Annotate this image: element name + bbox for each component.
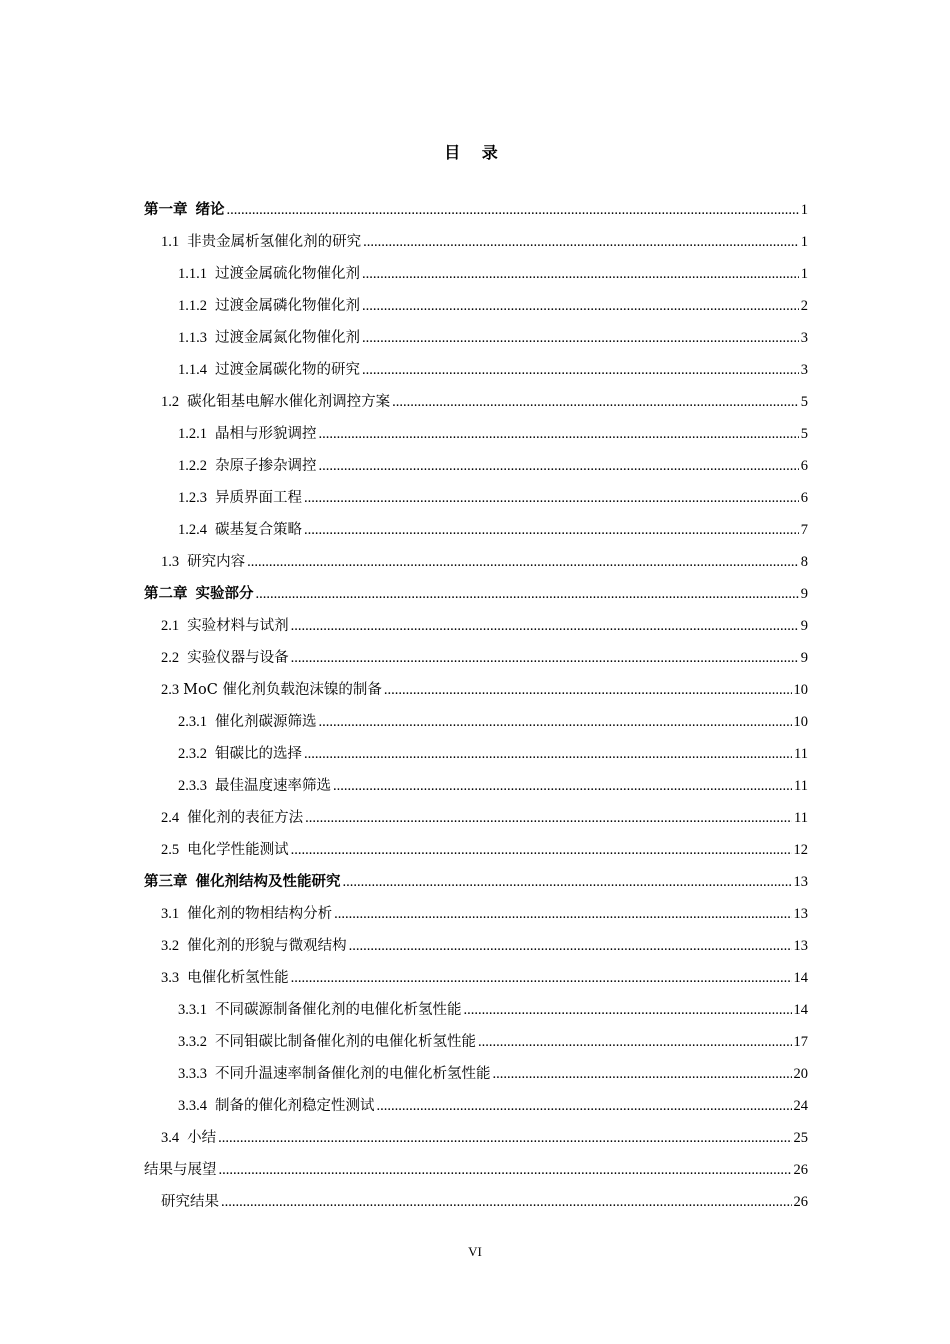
toc-entry-title: 过渡金属磷化物催化剂 [215, 298, 360, 314]
toc-entry-page: 5 [800, 394, 808, 410]
toc-entry-page: 14 [793, 1002, 808, 1018]
toc-entry-page: 5 [800, 426, 808, 442]
toc-entry[interactable] [144, 934, 808, 966]
toc-entry-title: 过渡金属碳化物的研究 [215, 362, 360, 378]
toc-entry-page: 1 [800, 266, 808, 282]
toc-entry[interactable] [144, 454, 808, 486]
toc-leader-dots [362, 294, 799, 318]
toc-entry-number: 1.2.1 [178, 426, 207, 442]
toc-entry-page: 10 [793, 682, 808, 698]
toc-entry-page: 9 [800, 586, 808, 602]
toc-entry-number: 3.3.3 [178, 1066, 207, 1082]
toc-leader-dots [291, 614, 799, 638]
toc-entry-title: 杂原子掺杂调控 [215, 458, 317, 474]
table-of-contents [144, 198, 808, 1222]
toc-leader-dots [362, 326, 799, 350]
toc-entry-title: 绪论 [195, 202, 225, 218]
toc-entry-page: 7 [800, 522, 808, 538]
toc-entry-title: 电催化析氢性能 [187, 970, 289, 986]
toc-entry-title: 研究内容 [187, 554, 246, 570]
toc-entry-page: 10 [793, 714, 808, 730]
toc-leader-dots [392, 390, 799, 414]
toc-entry-number: 1.1.1 [178, 266, 207, 282]
toc-entry-title: 实验仪器与设备 [187, 650, 289, 666]
toc-leader-dots [247, 550, 799, 574]
toc-entry-number: 1.1.3 [178, 330, 207, 346]
toc-entry-title: 研究结果 [161, 1194, 219, 1210]
toc-entry[interactable] [144, 774, 808, 806]
toc-entry-number: 1.2.4 [178, 522, 207, 538]
toc-entry-title: 不同钼碳比制备催化剂的电催化析氢性能 [215, 1034, 476, 1050]
toc-entry-page: 13 [793, 938, 808, 954]
toc-entry-page: 3 [800, 330, 808, 346]
toc-entry-page: 1 [800, 202, 808, 218]
toc-entry-number: 2.3.2 [178, 746, 207, 762]
toc-entry-number: 1.3 [161, 554, 180, 570]
toc-entry[interactable] [144, 806, 808, 838]
toc-entry-title: 不同升温速率制备催化剂的电催化析氢性能 [215, 1066, 491, 1082]
toc-entry[interactable] [144, 1126, 808, 1158]
toc-leader-dots [384, 678, 792, 702]
toc-leader-dots [291, 646, 799, 670]
toc-entry-title: 电化学性能测试 [187, 842, 289, 858]
toc-entry-page: 13 [793, 874, 808, 890]
toc-entry-page: 17 [793, 1034, 808, 1050]
toc-entry-page: 6 [800, 490, 808, 506]
toc-entry[interactable] [144, 486, 808, 518]
toc-entry-page: 14 [793, 970, 808, 986]
toc-entry-page: 13 [793, 906, 808, 922]
toc-entry-title: 钼碳比的选择 [215, 746, 302, 762]
toc-entry-title: 实验部分 [195, 586, 254, 602]
toc-entry[interactable] [144, 870, 808, 902]
toc-entry[interactable] [144, 1094, 808, 1126]
toc-leader-dots [464, 998, 792, 1022]
toc-entry-page: 26 [793, 1194, 808, 1210]
toc-leader-dots [343, 870, 792, 894]
toc-entry[interactable] [144, 230, 808, 262]
toc-entry[interactable] [144, 294, 808, 326]
toc-entry[interactable] [144, 1062, 808, 1094]
toc-entry-number: 2.5 [161, 842, 180, 858]
toc-entry-page: 24 [793, 1098, 808, 1114]
toc-leader-dots [362, 262, 799, 286]
toc-entry-number: 1.2 [161, 394, 180, 410]
toc-entry[interactable] [144, 326, 808, 358]
toc-entry-number: 2.4 [161, 810, 180, 826]
toc-leader-dots [291, 966, 792, 990]
toc-entry-number: 2.2 [161, 650, 180, 666]
toc-entry[interactable] [144, 902, 808, 934]
toc-entry-number: 1.1 [161, 234, 180, 250]
toc-entry-page: 11 [794, 810, 808, 826]
toc-entry-number: 1.1.2 [178, 298, 207, 314]
toc-entry[interactable] [144, 1158, 808, 1190]
toc-entry-title: 晶相与形貌调控 [215, 426, 317, 442]
toc-entry-title: 催化剂的物相结构分析 [187, 906, 333, 922]
toc-leader-dots [493, 1062, 792, 1086]
toc-entry[interactable] [144, 262, 808, 294]
toc-entry-page: 11 [794, 746, 808, 762]
toc-entry-title: 非贵金属析氢催化剂的研究 [187, 234, 362, 250]
toc-leader-dots [319, 422, 799, 446]
toc-entry-page: 6 [800, 458, 808, 474]
toc-entry-title: 过渡金属硫化物催化剂 [215, 266, 360, 282]
toc-entry-page: 11 [794, 778, 808, 794]
toc-leader-dots [227, 198, 799, 222]
toc-entry-number: 第三章 [144, 874, 188, 890]
toc-entry-title: 不同碳源制备催化剂的电催化析氢性能 [215, 1002, 462, 1018]
toc-entry-title: 最佳温度速率筛选 [215, 778, 331, 794]
toc-entry-number: 3.4 [161, 1130, 180, 1146]
toc-leader-dots [304, 518, 799, 542]
toc-leader-dots [333, 774, 792, 798]
toc-leader-dots [256, 582, 799, 606]
page-number: VI [468, 1244, 482, 1259]
toc-leader-dots [304, 742, 792, 766]
toc-leader-dots [349, 934, 792, 958]
toc-entry-title: 催化剂结构及性能研究 [195, 874, 341, 890]
toc-leader-dots [377, 1094, 792, 1118]
toc-entry-number: 1.1.4 [178, 362, 207, 378]
toc-entry[interactable] [144, 550, 808, 582]
toc-entry[interactable] [144, 998, 808, 1030]
toc-entry[interactable] [144, 422, 808, 454]
toc-entry[interactable] [144, 742, 808, 774]
toc-entry-page: 8 [800, 554, 808, 570]
toc-entry[interactable] [144, 582, 808, 614]
toc-entry[interactable] [144, 1190, 808, 1222]
toc-leader-dots [219, 1158, 792, 1182]
toc-entry-number: 1.2.3 [178, 490, 207, 506]
toc-entry-number: 第二章 [144, 586, 188, 602]
toc-entry-title: 过渡金属氮化物催化剂 [215, 330, 360, 346]
toc-leader-dots [319, 710, 792, 734]
toc-entry-page: 2 [800, 298, 808, 314]
toc-leader-dots [362, 358, 799, 382]
toc-entry-title: 实验材料与试剂 [187, 618, 289, 634]
toc-entry-number: 3.2 [161, 938, 180, 954]
toc-entry[interactable] [144, 710, 808, 742]
toc-entry-page: 20 [793, 1066, 808, 1082]
toc-leader-dots [319, 454, 799, 478]
toc-entry-page: 3 [800, 362, 808, 378]
toc-entry-number: 第一章 [144, 202, 188, 218]
toc-entry[interactable] [144, 646, 808, 678]
toc-leader-dots [478, 1030, 792, 1054]
toc-entry-page: 25 [793, 1130, 808, 1146]
page-title: 目 录 [444, 143, 506, 162]
toc-entry[interactable] [144, 358, 808, 390]
toc-entry[interactable] [144, 198, 808, 230]
toc-leader-dots [291, 838, 792, 862]
toc-entry-page: 1 [800, 234, 808, 250]
toc-entry-page: 9 [800, 650, 808, 666]
toc-entry[interactable] [144, 966, 808, 998]
toc-leader-dots [334, 902, 791, 926]
toc-entry-title: 碳化钼基电解水催化剂调控方案 [187, 394, 391, 410]
toc-entry-number: 2.3 [161, 682, 180, 698]
toc-entry-title: 制备的催化剂稳定性测试 [215, 1098, 375, 1114]
toc-entry-number: 2.1 [161, 618, 180, 634]
toc-entry-title: 催化剂碳源筛选 [215, 714, 317, 730]
toc-entry-title: 异质界面工程 [215, 490, 302, 506]
toc-leader-dots [363, 230, 799, 254]
toc-entry-title: MoC 催化剂负载泡沫镍的制备 [183, 682, 382, 698]
toc-leader-dots [221, 1190, 792, 1214]
toc-entry-number: 3.3.4 [178, 1098, 207, 1114]
toc-entry[interactable] [144, 678, 808, 710]
toc-entry[interactable] [144, 614, 808, 646]
toc-entry-number: 3.3.1 [178, 1002, 207, 1018]
toc-entry-title: 碳基复合策略 [215, 522, 302, 538]
toc-entry-page: 12 [793, 842, 808, 858]
toc-entry-title: 小结 [187, 1130, 217, 1146]
toc-entry[interactable] [144, 1030, 808, 1062]
toc-entry[interactable] [144, 390, 808, 422]
toc-entry-number: 3.3 [161, 970, 180, 986]
toc-entry-page: 9 [800, 618, 808, 634]
toc-entry-number: 1.2.2 [178, 458, 207, 474]
toc-leader-dots [218, 1126, 791, 1150]
toc-entry-title: 催化剂的表征方法 [187, 810, 304, 826]
toc-entry-number: 2.3.1 [178, 714, 207, 730]
toc-entry-title: 结果与展望 [144, 1162, 217, 1178]
toc-entry-page: 26 [793, 1162, 808, 1178]
toc-entry-title: 催化剂的形貌与微观结构 [187, 938, 347, 954]
toc-entry-number: 2.3.3 [178, 778, 207, 794]
toc-entry[interactable] [144, 518, 808, 550]
toc-entry-number: 3.1 [161, 906, 180, 922]
toc-leader-dots [304, 486, 799, 510]
toc-leader-dots [305, 806, 792, 830]
toc-entry[interactable] [144, 838, 808, 870]
toc-entry-number: 3.3.2 [178, 1034, 207, 1050]
